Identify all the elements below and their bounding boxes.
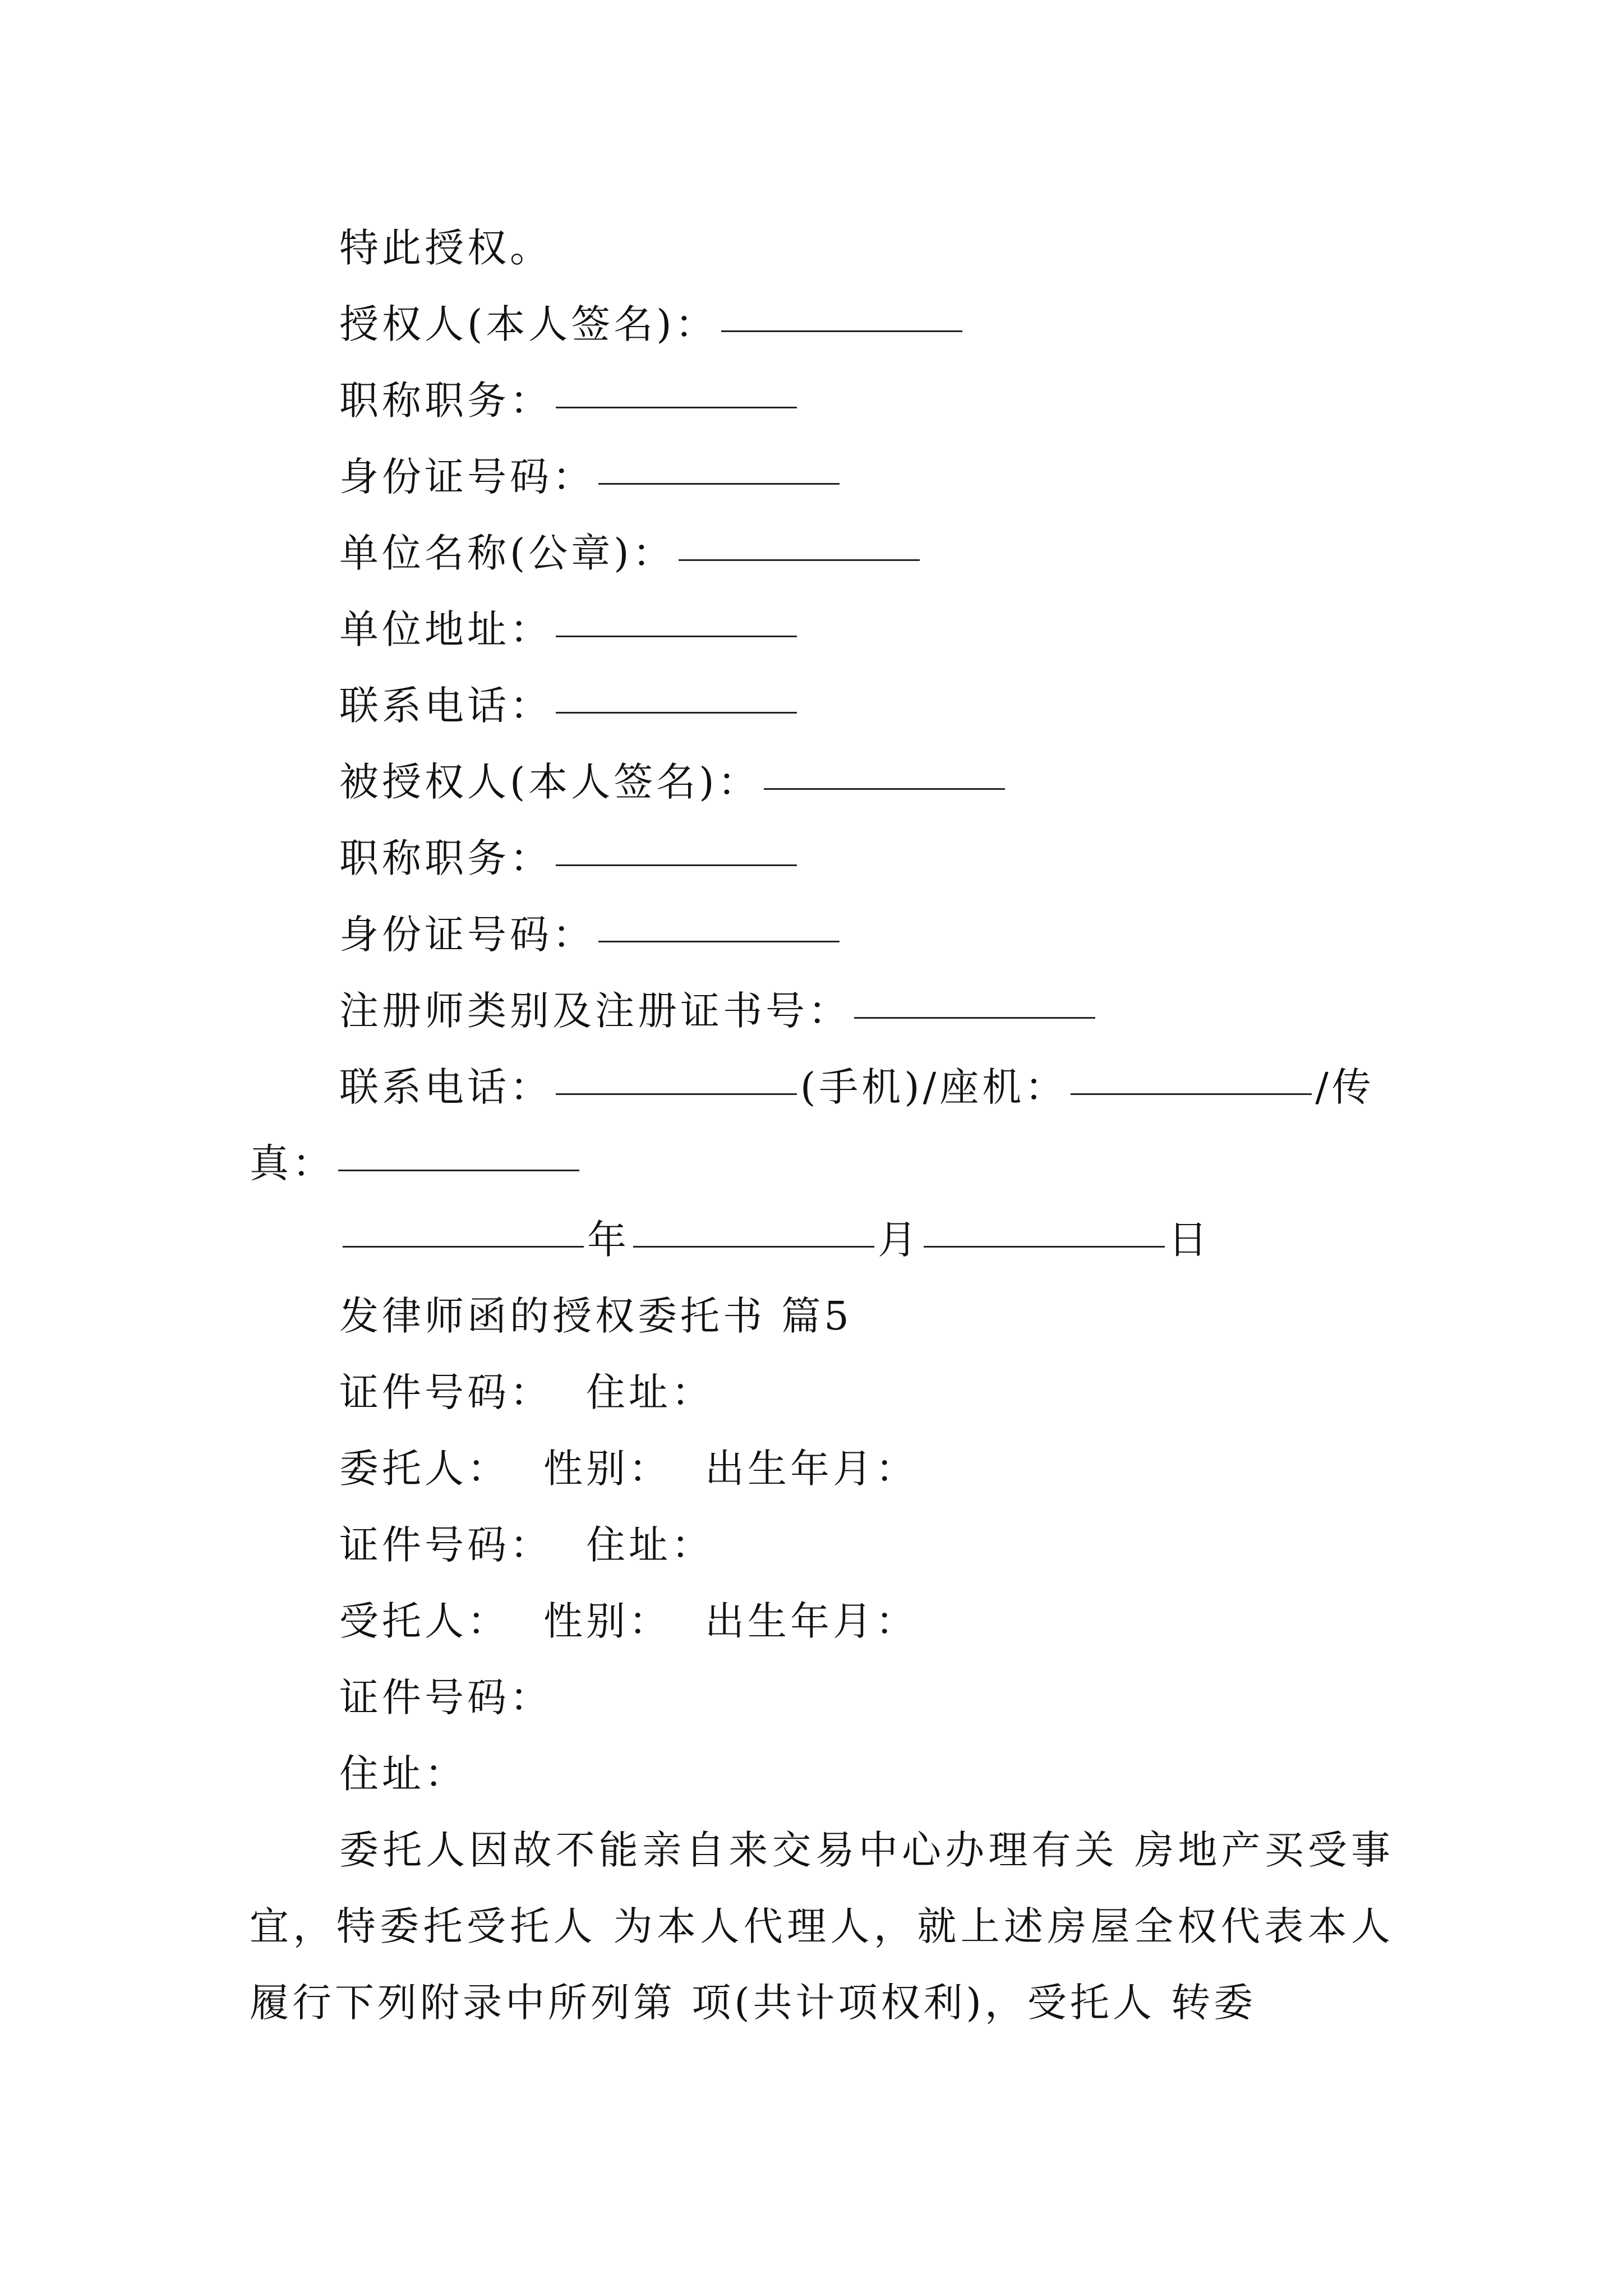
field-label: 受托人： xyxy=(339,1598,510,1644)
field-row xyxy=(250,1354,1394,1430)
field-label: 证件号码： xyxy=(339,1369,552,1415)
blank-field xyxy=(924,1246,1165,1248)
year-label: 年 xyxy=(587,1217,630,1263)
field-label: 住址： xyxy=(339,1751,467,1797)
field-row xyxy=(250,1507,1394,1583)
blank-field xyxy=(556,636,797,637)
grantee-signature-line xyxy=(250,744,1394,820)
blank-field xyxy=(556,407,797,408)
field-label: 职称职务： xyxy=(339,835,552,881)
contact-phone-line xyxy=(250,1049,1394,1125)
fax-line xyxy=(250,1125,1394,1202)
closing-text: 特此授权。 xyxy=(339,225,552,271)
field-label: 身份证号码： xyxy=(339,912,595,958)
field-label: 单位名称(公章)： xyxy=(339,530,675,576)
blank-field xyxy=(854,1017,1095,1019)
field-label: 联系电话： xyxy=(339,1064,552,1110)
registration-line xyxy=(250,973,1394,1049)
grantor-title-line xyxy=(250,362,1394,439)
blank-field xyxy=(598,483,840,485)
blank-field xyxy=(633,1246,874,1248)
closing-statement xyxy=(250,210,1394,286)
field-label: 身份证号码： xyxy=(339,454,595,500)
field-label: 出生年月： xyxy=(705,1598,918,1644)
field-label: 住址： xyxy=(586,1369,714,1415)
day-label: 日 xyxy=(1168,1217,1211,1263)
field-label: 授权人(本人签名)： xyxy=(339,301,718,347)
field-row xyxy=(250,1736,1394,1812)
grantor-id-line xyxy=(250,439,1394,515)
field-label: 证件号码： xyxy=(339,1522,552,1568)
field-label: 被授权人(本人签名)： xyxy=(339,759,760,805)
field-label: 性别： xyxy=(543,1446,671,1492)
blank-field xyxy=(343,1246,584,1248)
unit-address-line xyxy=(250,591,1394,668)
grantor-signature-line xyxy=(250,286,1394,362)
field-label: 性别： xyxy=(543,1598,671,1644)
field-label: 委托人： xyxy=(339,1446,510,1492)
blank-field xyxy=(556,864,797,866)
grantor-phone-line xyxy=(250,668,1394,744)
field-row xyxy=(250,1430,1394,1507)
field-row xyxy=(250,1583,1394,1659)
field-label: 单位地址： xyxy=(339,606,552,652)
field-row xyxy=(250,1659,1394,1736)
field-label: 注册师类别及注册证书号： xyxy=(339,988,851,1034)
blank-field xyxy=(1071,1093,1312,1095)
field-label: 住址： xyxy=(586,1522,714,1568)
blank-field xyxy=(338,1170,579,1171)
date-line xyxy=(250,1202,1394,1278)
month-label: 月 xyxy=(878,1217,920,1263)
blank-field xyxy=(598,941,840,942)
blank-field xyxy=(721,330,962,332)
mobile-label: (手机)/座机： xyxy=(800,1064,1068,1110)
grantee-title-line xyxy=(250,820,1394,896)
fax-label: 真： xyxy=(250,1140,335,1186)
section-title xyxy=(250,1278,1394,1354)
blank-field xyxy=(764,788,1005,790)
grantee-id-line xyxy=(250,896,1394,973)
fax-prefix: /传 xyxy=(1315,1064,1375,1110)
section-title-text: 发律师函的授权委托书 篇5 xyxy=(339,1293,852,1339)
field-label: 证件号码： xyxy=(339,1674,552,1720)
field-label: 联系电话： xyxy=(339,683,552,729)
blank-field xyxy=(679,559,920,561)
field-label: 出生年月： xyxy=(705,1446,918,1492)
field-label: 职称职务： xyxy=(339,378,552,424)
body-paragraph: 委托人因故不能亲自来交易中心办理有关 房地产买受事宜，特委托受托人 为本人代理人，就上述房屋全权代表本人履行下列附录中所列第 项(共计项权利)，受托人 转委 xyxy=(250,1827,1394,2026)
unit-name-line xyxy=(250,515,1394,591)
blank-field xyxy=(556,1093,797,1095)
blank-field xyxy=(556,712,797,714)
